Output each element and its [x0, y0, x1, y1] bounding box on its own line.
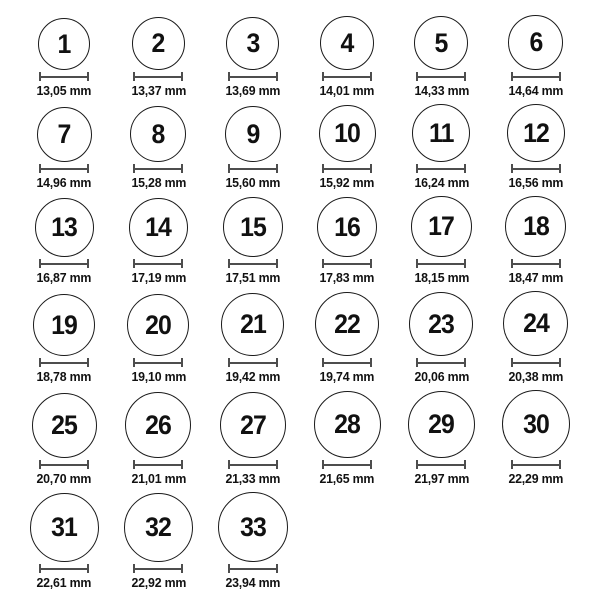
measure-bar	[228, 76, 278, 78]
diameter-label: 17,83 mm	[319, 270, 375, 285]
diameter-label: 16,87 mm	[36, 270, 92, 285]
diameter-measure-line	[228, 164, 278, 173]
ring-size-row	[17, 492, 583, 590]
ring-size-circle	[408, 391, 475, 458]
measure-bar	[39, 464, 89, 466]
ring-size-number: 16	[334, 211, 361, 242]
diameter-label: 13,05 mm	[36, 83, 92, 98]
diameter-measure-line	[133, 564, 183, 573]
measure-bar	[133, 362, 183, 364]
measure-tick-right	[464, 259, 466, 268]
diameter-label: 18,47 mm	[508, 270, 564, 285]
diameter-label: 21,33 mm	[225, 471, 281, 486]
ring-size-circle	[35, 198, 94, 257]
ring-size-number: 5	[435, 27, 448, 58]
diameter-measure-line	[39, 358, 89, 367]
ring-size-circle	[30, 493, 99, 562]
ring-size-number: 11	[429, 117, 454, 148]
ring-size-circle	[505, 196, 566, 257]
ring-size-circle	[225, 106, 281, 162]
diameter-label: 16,24 mm	[414, 175, 469, 190]
ring-size-number: 13	[51, 212, 78, 242]
ring-size-cell	[394, 196, 488, 285]
measure-bar	[322, 168, 372, 170]
diameter-measure-line	[133, 259, 183, 268]
diameter-measure-line	[416, 164, 466, 173]
ring-size-cell	[206, 293, 300, 384]
ring-size-number: 18	[522, 211, 549, 241]
ring-size-circle	[220, 392, 286, 458]
measure-tick-right	[276, 259, 278, 268]
measure-bar	[228, 168, 278, 170]
ring-size-number: 15	[239, 211, 266, 242]
diameter-label: 21,01 mm	[131, 471, 186, 486]
diameter-measure-line	[39, 460, 89, 469]
measure-bar	[228, 263, 278, 265]
ring-size-circle	[409, 292, 473, 356]
diameter-label: 23,94 mm	[225, 575, 281, 590]
measure-tick-right	[559, 164, 561, 173]
diameter-measure-line	[39, 564, 89, 573]
ring-size-cell	[489, 15, 583, 98]
diameter-measure-line	[322, 164, 372, 173]
ring-size-circle	[221, 293, 284, 356]
ring-size-number: 32	[145, 512, 172, 542]
ring-size-cell	[206, 392, 300, 486]
ring-size-number: 24	[522, 308, 549, 338]
diameter-measure-line	[133, 164, 183, 173]
diameter-measure-line	[511, 72, 561, 81]
diameter-measure-line	[322, 358, 372, 367]
measure-tick-right	[276, 460, 278, 469]
measure-bar	[511, 76, 561, 78]
measure-bar	[228, 464, 278, 466]
measure-tick-right	[87, 564, 89, 573]
ring-size-number: 27	[239, 409, 266, 440]
ring-size-row	[17, 104, 583, 190]
ring-size-cell	[206, 17, 300, 98]
measure-bar	[39, 76, 89, 78]
ring-size-number: 21	[239, 309, 266, 339]
diameter-measure-line	[39, 259, 89, 268]
diameter-measure-line	[416, 460, 466, 469]
diameter-label: 16,56 mm	[508, 175, 564, 190]
ring-size-cell	[489, 104, 583, 190]
measure-bar	[322, 362, 372, 364]
ring-size-cell	[489, 291, 583, 384]
ring-size-circle	[32, 393, 97, 458]
measure-bar	[133, 76, 183, 78]
ring-size-cell	[394, 391, 488, 486]
measure-bar	[511, 263, 561, 265]
measure-tick-right	[181, 564, 183, 573]
measure-bar	[511, 362, 561, 364]
ring-size-circle	[226, 17, 279, 70]
diameter-label: 15,60 mm	[225, 175, 281, 190]
diameter-measure-line	[416, 358, 466, 367]
measure-bar	[39, 168, 89, 170]
ring-size-cell	[111, 198, 205, 285]
measure-bar	[322, 464, 372, 466]
measure-tick-right	[370, 72, 372, 81]
measure-bar	[133, 263, 183, 265]
ring-size-cell	[111, 493, 205, 590]
diameter-measure-line	[416, 259, 466, 268]
measure-tick-right	[559, 259, 561, 268]
ring-size-cell	[111, 106, 205, 190]
measure-bar	[416, 168, 466, 170]
ring-size-circle	[223, 197, 283, 257]
ring-size-row	[17, 196, 583, 285]
ring-size-circle	[320, 16, 374, 70]
ring-size-circle	[503, 291, 568, 356]
measure-tick-right	[559, 460, 561, 469]
diameter-measure-line	[228, 460, 278, 469]
measure-bar	[416, 76, 466, 78]
measure-tick-right	[464, 164, 466, 173]
diameter-label: 17,19 mm	[131, 270, 186, 285]
diameter-label: 14,33 mm	[414, 83, 469, 98]
ring-size-circle	[414, 16, 468, 70]
diameter-measure-line	[511, 358, 561, 367]
ring-size-circle	[125, 392, 191, 458]
diameter-measure-line	[511, 460, 561, 469]
ring-size-number: 10	[334, 118, 361, 148]
ring-size-cell	[300, 16, 394, 98]
ring-size-number: 9	[246, 118, 260, 149]
measure-bar	[322, 76, 372, 78]
diameter-measure-line	[133, 460, 183, 469]
diameter-label: 20,70 mm	[36, 471, 92, 486]
measure-bar	[39, 568, 89, 570]
ring-size-number: 25	[51, 410, 78, 440]
diameter-measure-line	[322, 460, 372, 469]
measure-bar	[322, 263, 372, 265]
ring-size-cell	[111, 294, 205, 384]
ring-size-cell	[111, 392, 205, 486]
measure-bar	[133, 168, 183, 170]
measure-tick-right	[87, 72, 89, 81]
diameter-measure-line	[322, 259, 372, 268]
diameter-label: 14,64 mm	[508, 83, 564, 98]
ring-size-number: 33	[239, 511, 266, 542]
diameter-label: 20,38 mm	[508, 369, 564, 384]
ring-size-cell	[489, 390, 583, 486]
ring-size-circle	[127, 294, 189, 356]
ring-size-circle	[37, 107, 92, 162]
ring-size-circle	[317, 197, 377, 257]
ring-size-cell	[206, 197, 300, 285]
ring-size-circle	[507, 104, 565, 162]
measure-tick-right	[559, 358, 561, 367]
measure-tick-right	[370, 259, 372, 268]
diameter-label: 19,74 mm	[319, 369, 375, 384]
measure-bar	[416, 464, 466, 466]
diameter-measure-line	[133, 72, 183, 81]
ring-size-circle	[33, 294, 95, 356]
ring-size-circle	[412, 104, 470, 162]
diameter-label: 14,01 mm	[319, 83, 375, 98]
ring-size-cell	[300, 391, 394, 486]
ring-size-cell	[206, 492, 300, 590]
diameter-label: 17,51 mm	[225, 270, 281, 285]
ring-size-cell	[394, 292, 488, 384]
ring-size-cell	[17, 294, 111, 384]
diameter-measure-line	[416, 72, 466, 81]
measure-tick-right	[87, 164, 89, 173]
measure-bar	[39, 263, 89, 265]
diameter-measure-line	[228, 259, 278, 268]
ring-size-number: 2	[152, 28, 165, 58]
ring-size-cell	[394, 104, 488, 190]
ring-size-cell	[17, 18, 111, 98]
measure-bar	[511, 168, 561, 170]
ring-size-number: 14	[145, 212, 172, 242]
ring-size-circle	[218, 492, 288, 562]
ring-size-number: 4	[340, 27, 354, 58]
measure-tick-right	[276, 564, 278, 573]
ring-size-cell	[300, 105, 394, 190]
ring-size-number: 1	[57, 28, 71, 59]
measure-tick-right	[87, 460, 89, 469]
diameter-label: 19,10 mm	[131, 369, 186, 384]
diameter-measure-line	[228, 72, 278, 81]
measure-bar	[133, 568, 183, 570]
diameter-measure-line	[228, 564, 278, 573]
ring-size-number: 30	[522, 408, 549, 439]
measure-tick-right	[87, 259, 89, 268]
ring-size-number: 23	[428, 308, 455, 339]
measure-tick-right	[370, 358, 372, 367]
ring-size-number: 29	[428, 409, 455, 439]
diameter-label: 20,06 mm	[414, 369, 469, 384]
measure-tick-right	[559, 72, 561, 81]
diameter-label: 15,92 mm	[319, 175, 375, 190]
ring-size-circle	[319, 105, 376, 162]
diameter-measure-line	[39, 72, 89, 81]
diameter-label: 19,42 mm	[225, 369, 281, 384]
measure-tick-right	[87, 358, 89, 367]
diameter-label: 13,69 mm	[225, 83, 281, 98]
ring-size-number: 6	[529, 27, 543, 57]
diameter-measure-line	[511, 164, 561, 173]
ring-size-circle	[130, 106, 186, 162]
measure-tick-right	[181, 358, 183, 367]
measure-tick-right	[464, 460, 466, 469]
ring-size-number: 28	[334, 409, 361, 439]
ring-size-number: 12	[522, 117, 549, 148]
measure-tick-right	[370, 460, 372, 469]
ring-size-circle	[132, 17, 185, 70]
ring-size-cell	[489, 196, 583, 285]
diameter-label: 18,78 mm	[36, 369, 92, 384]
measure-bar	[133, 464, 183, 466]
measure-bar	[416, 263, 466, 265]
ring-size-circle	[315, 292, 379, 356]
diameter-label: 15,28 mm	[131, 175, 186, 190]
measure-bar	[416, 362, 466, 364]
ring-size-circle	[124, 493, 193, 562]
ring-size-row	[17, 390, 583, 486]
diameter-measure-line	[133, 358, 183, 367]
measure-tick-right	[464, 358, 466, 367]
ring-size-number: 31	[51, 512, 78, 542]
diameter-measure-line	[228, 358, 278, 367]
measure-tick-right	[464, 72, 466, 81]
measure-bar	[228, 568, 278, 570]
diameter-label: 21,97 mm	[414, 471, 469, 486]
diameter-label: 18,15 mm	[414, 270, 469, 285]
ring-size-circle	[314, 391, 381, 458]
measure-tick-right	[276, 358, 278, 367]
ring-size-cell	[17, 493, 111, 590]
ring-size-number: 3	[246, 28, 260, 58]
diameter-measure-line	[39, 164, 89, 173]
diameter-label: 22,29 mm	[508, 471, 564, 486]
ring-size-number: 19	[51, 309, 78, 340]
ring-size-cell	[300, 292, 394, 384]
measure-tick-right	[276, 72, 278, 81]
measure-tick-right	[276, 164, 278, 173]
diameter-measure-line	[511, 259, 561, 268]
measure-tick-right	[181, 460, 183, 469]
ring-size-row	[17, 291, 583, 384]
diameter-measure-line	[322, 72, 372, 81]
ring-size-cell	[394, 16, 488, 98]
diameter-label: 22,92 mm	[131, 575, 186, 590]
ring-size-number: 8	[152, 118, 165, 149]
ring-size-cell	[17, 393, 111, 486]
measure-tick-right	[181, 259, 183, 268]
ring-size-cell	[206, 106, 300, 190]
diameter-label: 22,61 mm	[36, 575, 92, 590]
ring-size-cell	[17, 107, 111, 190]
ring-size-circle	[38, 18, 90, 70]
ring-size-number: 22	[334, 308, 361, 339]
ring-size-circle	[411, 196, 472, 257]
measure-tick-right	[370, 164, 372, 173]
ring-size-row	[17, 15, 583, 98]
measure-bar	[39, 362, 89, 364]
ring-size-circle	[129, 198, 188, 257]
measure-tick-right	[181, 72, 183, 81]
ring-size-number: 26	[145, 409, 172, 440]
measure-bar	[228, 362, 278, 364]
ring-size-number: 20	[145, 309, 172, 340]
diameter-label: 21,65 mm	[319, 471, 375, 486]
ring-size-circle	[502, 390, 570, 458]
ring-size-number: 17	[428, 211, 455, 241]
diameter-label: 14,96 mm	[36, 175, 92, 190]
ring-size-cell	[300, 197, 394, 285]
ring-size-cell	[17, 198, 111, 285]
ring-size-number: 7	[57, 119, 71, 149]
measure-bar	[511, 464, 561, 466]
diameter-label: 13,37 mm	[131, 83, 186, 98]
ring-size-circle	[508, 15, 563, 70]
ring-size-cell	[111, 17, 205, 98]
measure-tick-right	[181, 164, 183, 173]
